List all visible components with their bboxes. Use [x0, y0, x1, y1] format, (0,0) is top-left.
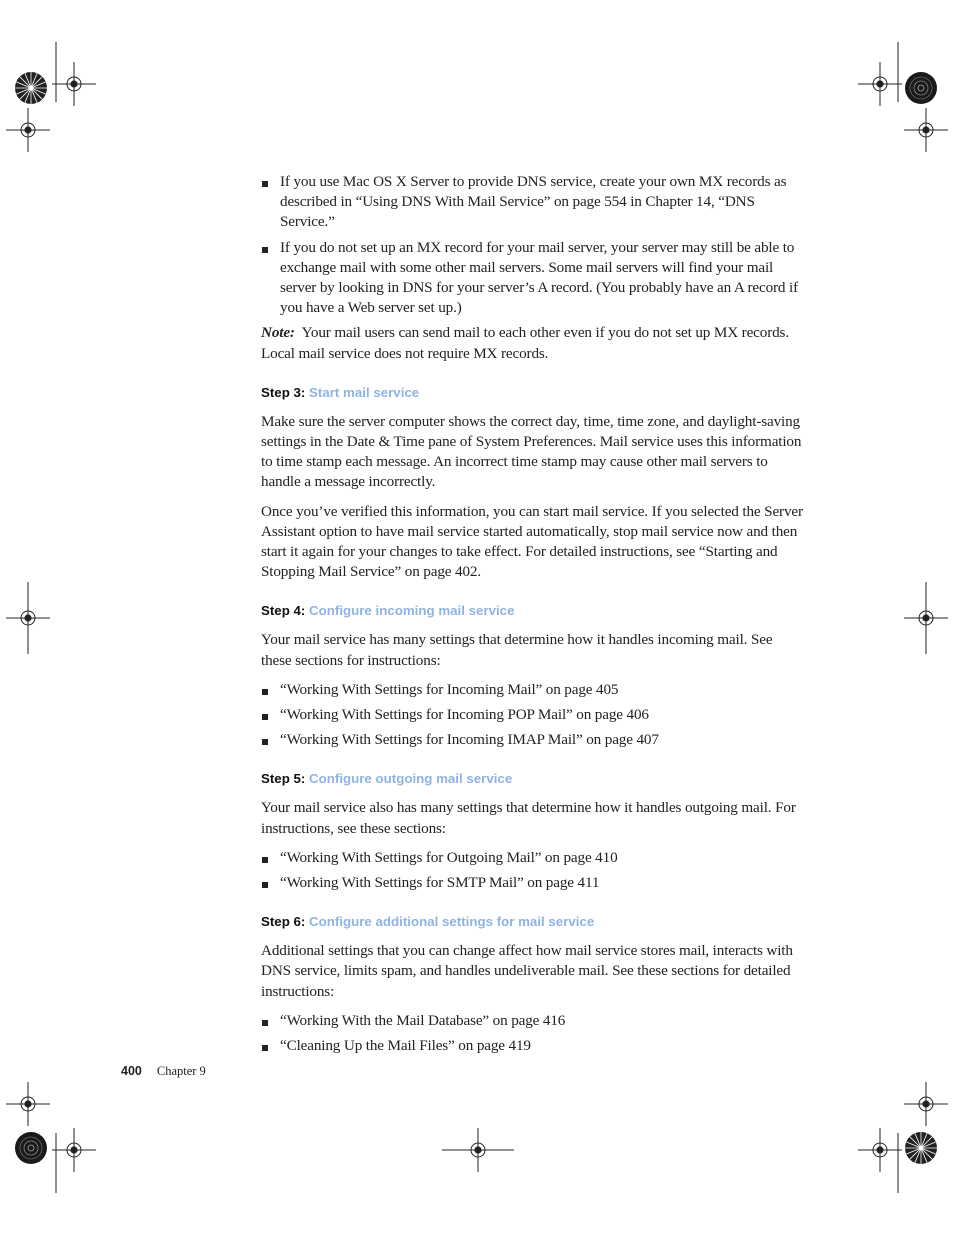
body-paragraph: Once you’ve verified this information, you can start mail service. If you selected the Server Assistant option to have mail service started automatically, stop mail service now and then start it again for your changes to take effect. For detailed instructions, see “Starting and Stopping Mail Service” on page 402. — [261, 502, 803, 581]
list-item: “Working With Settings for Outgoing Mail” on page 410 — [261, 848, 806, 868]
body-paragraph: Your mail service also has many settings that determine how it handles outgoing mail. For instructions, see these sections: — [261, 799, 796, 837]
step-label: Step 6: — [261, 914, 306, 930]
step-label: Step 4: — [261, 603, 306, 619]
note-label: Note: — [261, 324, 295, 342]
body-paragraph: Your mail service has many settings that determine how it handles incoming mail. See these sections for instructions: — [261, 631, 773, 669]
step-label: Step 3: — [261, 384, 306, 400]
list-item: “Working With Settings for SMTP Mail” on page 411 — [261, 873, 806, 893]
body-paragraph: Make sure the server computer shows the correct day, time, time zone, and daylight-saving settings in the Date & Time pane of System Preferences. Mail service uses this information to time stamp each message. An incorrect time stamp may cause other mail servers to handle a message incorrectly. — [261, 412, 802, 491]
step-5-bullet-list — [261, 848, 806, 893]
page-number: 400 — [121, 1064, 142, 1078]
step-6-heading — [261, 914, 806, 930]
list-item: “Cleaning Up the Mail Files” on page 419 — [261, 1036, 806, 1056]
list-item: If you use Mac OS X Server to provide DNS service, create your own MX records as described in “Using DNS With Mail Service” on page 554 in Chapter 14, “DNS Service.” — [261, 172, 806, 233]
step-6-bullet-list — [261, 1011, 806, 1056]
step-title: Configure outgoing mail service — [309, 771, 513, 787]
step-title: Configure incoming mail service — [309, 603, 515, 619]
step-5-heading — [261, 771, 806, 787]
list-item: “Working With Settings for Incoming Mail” on page 405 — [261, 680, 806, 700]
step-title: Start mail service — [309, 384, 420, 400]
chapter-label: Chapter 9 — [156, 1064, 206, 1078]
step-label: Step 5: — [261, 771, 306, 787]
step-4-bullet-list — [261, 680, 806, 751]
note-text: Your mail users can send mail to each other even if you do not set up MX records. Local mail service does not require MX records. — [261, 324, 789, 362]
step-3-heading — [261, 385, 806, 401]
intro-bullet-list — [261, 172, 806, 318]
page-body — [261, 172, 806, 1061]
step-title: Configure additional settings for mail service — [309, 914, 595, 930]
list-item: “Working With Settings for Incoming IMAP Mail” on page 407 — [261, 730, 806, 750]
list-item: If you do not set up an MX record for your mail server, your server may still be able to exchange mail with some other mail servers. Some mail servers will find your mail server by looking in DNS for your server’s A record. (You probably have an A record if you have a Web server set up.) — [261, 238, 806, 319]
page-footer — [121, 1064, 206, 1079]
note-paragraph — [261, 323, 806, 363]
step-4-heading — [261, 603, 806, 619]
body-paragraph: Additional settings that you can change affect how mail service stores mail, interacts with DNS service, limits spam, and handles undeliverable mail. See these sections for detailed instructions: — [261, 942, 793, 1000]
list-item: “Working With the Mail Database” on page 416 — [261, 1011, 806, 1031]
list-item: “Working With Settings for Incoming POP Mail” on page 406 — [261, 705, 806, 725]
